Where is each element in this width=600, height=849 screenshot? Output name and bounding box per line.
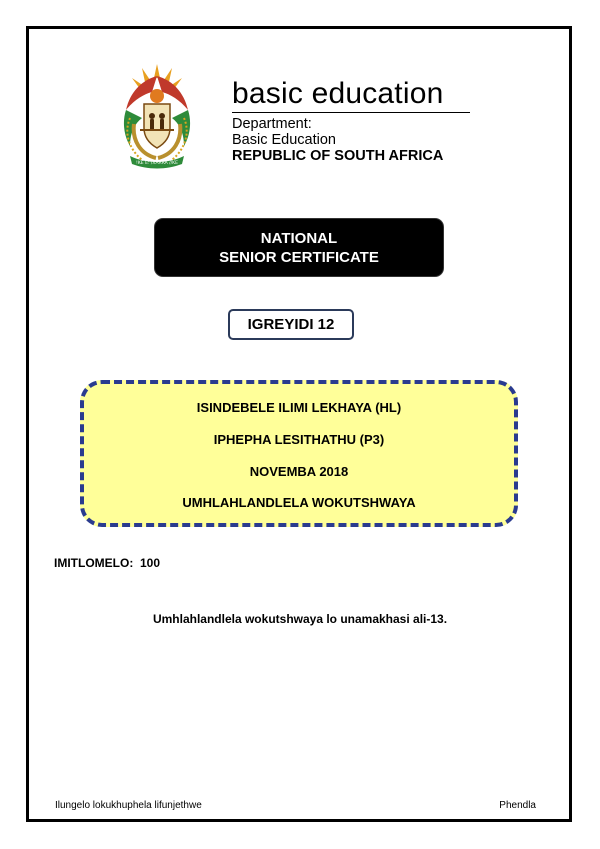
crest-motto: !KE E: /XARRA //KE (136, 161, 178, 166)
subject-panel (80, 380, 518, 527)
exam-session: NOVEMBA 2018 (249, 464, 349, 479)
document-type: UMHLAHLANDLELA WOKUTSHWAYA (182, 495, 416, 510)
coat-of-arms-icon (112, 58, 202, 170)
total-marks: IMITLOMELO: 100 (54, 556, 161, 570)
org-title: basic education (232, 77, 444, 110)
paper-number: IPHEPHA LESITHATHU (P3) (213, 432, 385, 447)
copyright-footer: Ilungelo lokukhuphela lifunjethwe (55, 800, 202, 811)
dept-line-3: REPUBLIC OF SOUTH AFRICA (232, 148, 444, 164)
nsc-line-2: SENIOR CERTIFICATE (219, 248, 379, 266)
subject-title: ISINDEBELE ILIMI LEKHAYA (HL) (196, 400, 402, 415)
grade-badge (228, 309, 354, 340)
nsc-line-1: NATIONAL (260, 229, 338, 247)
grade-label: IGREYIDI 12 (247, 316, 335, 333)
dept-line-2: Basic Education (232, 132, 336, 148)
page-count-note: Umhlahlandlela wokutshwaya lo unamakhasi ali-13. (152, 612, 448, 626)
turn-over-footer: Phendla (499, 800, 536, 811)
dept-line-1: Department: (232, 116, 312, 132)
org-title-underline (232, 112, 470, 113)
nsc-banner (155, 219, 443, 276)
